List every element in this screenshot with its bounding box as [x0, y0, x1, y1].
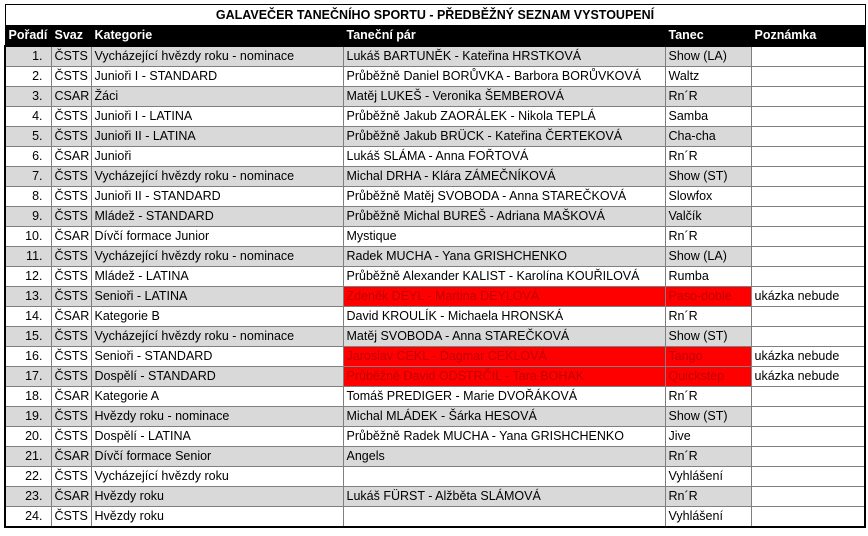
cell-category[interactable]: Dívčí formace Junior [91, 227, 343, 247]
cell-note[interactable] [751, 67, 865, 87]
column-header-category: Kategorie [91, 26, 343, 47]
cell-dance[interactable]: Rn´R [665, 487, 751, 507]
cell-couple[interactable]: Tomáš PREDIGER - Marie DVOŘÁKOVÁ [343, 387, 665, 407]
performance-table [4, 4, 866, 528]
cell-dance[interactable]: Slowfox [665, 187, 751, 207]
cell-couple[interactable]: Radek MUCHA - Yana GRISHCHENKO [343, 247, 665, 267]
column-header-union: Svaz [51, 26, 91, 47]
table-row [5, 267, 865, 287]
cell-union[interactable]: ČSTS [51, 167, 91, 187]
cell-category[interactable]: Vycházející hvězdy roku - nominace [91, 247, 343, 267]
cell-category[interactable]: Žáci [91, 87, 343, 107]
table-row [5, 127, 865, 147]
cell-dance[interactable]: Rn´R [665, 387, 751, 407]
cell-category[interactable]: Junioři [91, 147, 343, 167]
cell-union[interactable]: ČSAR [51, 227, 91, 247]
table-row [5, 247, 865, 267]
cell-dance[interactable]: Jive [665, 427, 751, 447]
cell-dance[interactable]: Waltz [665, 67, 751, 87]
cell-order[interactable]: 24. [5, 507, 51, 528]
sheet-title: GALAVEČER TANEČNÍHO SPORTU - PŘEDBĚŽNÝ SEZNAM VYSTOUPENÍ [5, 5, 865, 26]
cell-category[interactable]: Mládež - LATINA [91, 267, 343, 287]
cell-union[interactable]: CSAR [51, 87, 91, 107]
cell-couple[interactable]: Průběžně Daniel BORŮVKA - Barbora BORŮVKOVÁ [343, 67, 665, 87]
cell-dance[interactable]: Rumba [665, 267, 751, 287]
table-row [5, 287, 865, 307]
cell-dance[interactable]: Valčík [665, 207, 751, 227]
table-row [5, 447, 865, 467]
cell-order[interactable]: 20. [5, 427, 51, 447]
cell-note[interactable] [751, 87, 865, 107]
cell-note[interactable] [751, 267, 865, 287]
cell-category[interactable]: Junioři II - LATINA [91, 127, 343, 147]
cell-couple[interactable]: Průběžně Jakub ZAORÁLEK - Nikola TEPLÁ [343, 107, 665, 127]
cell-dance[interactable]: Show (ST) [665, 327, 751, 347]
cell-couple[interactable]: Průběžně Alexander KALIST - Karolína KOUŘILOVÁ [343, 267, 665, 287]
cell-note[interactable] [751, 447, 865, 467]
cell-dance[interactable]: Rn´R [665, 447, 751, 467]
cell-category[interactable]: Vycházející hvězdy roku - nominace [91, 167, 343, 187]
cell-order[interactable]: 3. [5, 87, 51, 107]
cell-note[interactable] [751, 487, 865, 507]
table-row [5, 467, 865, 487]
cell-order[interactable]: 4. [5, 107, 51, 127]
cell-couple[interactable]: Matěj SVOBODA - Anna STAREČKOVÁ [343, 327, 665, 347]
table-row [5, 207, 865, 227]
cell-couple[interactable]: Matěj LUKEŠ - Veronika ŠEMBEROVÁ [343, 87, 665, 107]
cell-order[interactable]: 19. [5, 407, 51, 427]
cell-category[interactable]: Dívčí formace Senior [91, 447, 343, 467]
cell-order[interactable]: 18. [5, 387, 51, 407]
cell-order[interactable]: 6. [5, 147, 51, 167]
cell-couple[interactable]: Průběžně Jakub BRÜCK - Kateřina ČERTEKOVÁ [343, 127, 665, 147]
cell-category[interactable]: Junioři I - LATINA [91, 107, 343, 127]
cell-category[interactable]: Dospělí - LATINA [91, 427, 343, 447]
cell-union[interactable]: ČSAR [51, 387, 91, 407]
cell-dance[interactable]: Vyhlášení [665, 507, 751, 528]
spreadsheet [4, 4, 866, 528]
cell-category[interactable]: Kategorie B [91, 307, 343, 327]
cell-note[interactable] [751, 407, 865, 427]
table-row [5, 367, 865, 387]
cell-couple[interactable]: David KROULÍK - Michaela HRONSKÁ [343, 307, 665, 327]
cell-order[interactable]: 5. [5, 127, 51, 147]
cell-category[interactable]: Junioři I - STANDARD [91, 67, 343, 87]
cell-note[interactable] [751, 227, 865, 247]
cell-dance[interactable]: Rn´R [665, 87, 751, 107]
cell-category[interactable]: Hvězdy roku - nominace [91, 407, 343, 427]
table-row [5, 147, 865, 167]
cell-order[interactable]: 23. [5, 487, 51, 507]
cell-couple[interactable]: Průběžně Matěj SVOBODA - Anna STAREČKOVÁ [343, 187, 665, 207]
cell-union[interactable]: ČSTS [51, 347, 91, 367]
column-header-note: Poznámka [751, 26, 865, 47]
cell-couple[interactable]: Michal MLÁDEK - Šárka HESOVÁ [343, 407, 665, 427]
cell-dance[interactable]: Rn´R [665, 227, 751, 247]
cell-order[interactable]: 11. [5, 247, 51, 267]
cell-order[interactable]: 15. [5, 327, 51, 347]
table-row [5, 507, 865, 528]
cell-note[interactable]: ukázka nebude [751, 347, 865, 367]
cell-order[interactable]: 14. [5, 307, 51, 327]
cell-dance[interactable]: Rn´R [665, 307, 751, 327]
cell-couple[interactable]: Průběžně Radek MUCHA - Yana GRISHCHENKO [343, 427, 665, 447]
cell-note[interactable] [751, 387, 865, 407]
cell-order[interactable]: 8. [5, 187, 51, 207]
cell-union[interactable]: ČSTS [51, 46, 91, 67]
cell-dance[interactable]: Quickstep [665, 367, 751, 387]
cell-couple[interactable]: Průběžně David ODSTRČIL - Tara BOHAK [343, 367, 665, 387]
cell-couple[interactable]: Mystique [343, 227, 665, 247]
cell-union[interactable]: ČSAR [51, 447, 91, 467]
cell-note[interactable] [751, 207, 865, 227]
cell-order[interactable]: 1. [5, 46, 51, 67]
cell-union[interactable]: ČSTS [51, 187, 91, 207]
table-row [5, 487, 865, 507]
cell-order[interactable]: 16. [5, 347, 51, 367]
cell-dance[interactable]: Show (ST) [665, 167, 751, 187]
cell-order[interactable]: 22. [5, 467, 51, 487]
table-row [5, 67, 865, 87]
cell-note[interactable] [751, 467, 865, 487]
cell-dance[interactable]: Show (LA) [665, 247, 751, 267]
cell-dance[interactable]: Show (LA) [665, 46, 751, 67]
table-row [5, 347, 865, 367]
cell-union[interactable]: ČSAR [51, 147, 91, 167]
cell-note[interactable] [751, 307, 865, 327]
cell-union[interactable]: ČSTS [51, 267, 91, 287]
cell-union[interactable]: ČSTS [51, 107, 91, 127]
cell-category[interactable]: Senioři - STANDARD [91, 347, 343, 367]
cell-order[interactable]: 13. [5, 287, 51, 307]
cell-note[interactable] [751, 507, 865, 528]
cell-category[interactable]: Vycházející hvězdy roku - nominace [91, 327, 343, 347]
cell-dance[interactable]: Rn´R [665, 147, 751, 167]
cell-union[interactable]: ČSTS [51, 407, 91, 427]
cell-union[interactable]: ČSTS [51, 367, 91, 387]
table-row [5, 327, 865, 347]
cell-dance[interactable]: Paso-doble [665, 287, 751, 307]
cell-couple[interactable] [343, 467, 665, 487]
cell-order[interactable]: 7. [5, 167, 51, 187]
cell-union[interactable]: ČSTS [51, 287, 91, 307]
cell-note[interactable] [751, 46, 865, 67]
cell-dance[interactable]: Vyhlášení [665, 467, 751, 487]
column-header-couple: Taneční pár [343, 26, 665, 47]
cell-union[interactable]: ČSTS [51, 327, 91, 347]
cell-order[interactable]: 17. [5, 367, 51, 387]
table-row [5, 427, 865, 447]
cell-dance[interactable]: Samba [665, 107, 751, 127]
cell-note[interactable] [751, 427, 865, 447]
cell-dance[interactable]: Tango [665, 347, 751, 367]
cell-couple[interactable]: Michal DRHA - Klára ZÁMEČNÍKOVÁ [343, 167, 665, 187]
cell-dance[interactable]: Cha-cha [665, 127, 751, 147]
cell-note[interactable] [751, 167, 865, 187]
cell-category[interactable]: Dospělí - STANDARD [91, 367, 343, 387]
cell-union[interactable]: ČSTS [51, 507, 91, 528]
table-row [5, 107, 865, 127]
cell-couple[interactable]: Lukáš FÜRST - Alžběta SLÁMOVÁ [343, 487, 665, 507]
cell-order[interactable]: 2. [5, 67, 51, 87]
cell-union[interactable]: ČSTS [51, 207, 91, 227]
cell-note[interactable] [751, 127, 865, 147]
cell-category[interactable]: Mládež - STANDARD [91, 207, 343, 227]
table-row [5, 387, 865, 407]
cell-note[interactable]: ukázka nebude [751, 367, 865, 387]
column-header-dance: Tanec [665, 26, 751, 47]
cell-order[interactable]: 10. [5, 227, 51, 247]
cell-category[interactable]: Hvězdy roku [91, 487, 343, 507]
cell-couple[interactable]: Angels [343, 447, 665, 467]
table-row [5, 167, 865, 187]
cell-union[interactable]: ČSTS [51, 247, 91, 267]
cell-union[interactable]: ČSTS [51, 427, 91, 447]
cell-couple[interactable]: Lukáš BARTUNĚK - Kateřina HRSTKOVÁ [343, 46, 665, 67]
cell-note[interactable] [751, 327, 865, 347]
column-header-order: Pořadí [5, 26, 51, 47]
cell-couple[interactable]: Jaroslav CEKL - Dagmar CEKLOVÁ [343, 347, 665, 367]
cell-note[interactable]: ukázka nebude [751, 287, 865, 307]
cell-union[interactable]: ČSTS [51, 127, 91, 147]
cell-couple[interactable]: Lukáš SLÁMA - Anna FOŘTOVÁ [343, 147, 665, 167]
cell-note[interactable] [751, 187, 865, 207]
table-row [5, 407, 865, 427]
cell-couple[interactable]: Průběžně Michal BUREŠ - Adriana MAŠKOVÁ [343, 207, 665, 227]
cell-note[interactable] [751, 247, 865, 267]
cell-union[interactable]: ČSAR [51, 487, 91, 507]
table-row [5, 46, 865, 67]
cell-couple[interactable]: Zdeněk DEYL - Martina DEYLOVÁ [343, 287, 665, 307]
cell-category[interactable]: Senioři - LATINA [91, 287, 343, 307]
cell-category[interactable]: Vycházející hvězdy roku - nominace [91, 46, 343, 67]
cell-category[interactable]: Junioři II - STANDARD [91, 187, 343, 207]
table-row [5, 227, 865, 247]
cell-note[interactable] [751, 107, 865, 127]
cell-note[interactable] [751, 147, 865, 167]
cell-order[interactable]: 21. [5, 447, 51, 467]
cell-union[interactable]: ČSTS [51, 67, 91, 87]
cell-category[interactable]: Kategorie A [91, 387, 343, 407]
cell-union[interactable]: ČSAR [51, 307, 91, 327]
table-row [5, 87, 865, 107]
cell-category[interactable]: Vycházející hvězdy roku [91, 467, 343, 487]
cell-order[interactable]: 12. [5, 267, 51, 287]
cell-category[interactable]: Hvězdy roku [91, 507, 343, 528]
cell-union[interactable]: ČSTS [51, 467, 91, 487]
header-row [5, 26, 865, 47]
table-row [5, 307, 865, 327]
cell-dance[interactable]: Show (ST) [665, 407, 751, 427]
cell-couple[interactable] [343, 507, 665, 528]
cell-order[interactable]: 9. [5, 207, 51, 227]
table-row [5, 187, 865, 207]
